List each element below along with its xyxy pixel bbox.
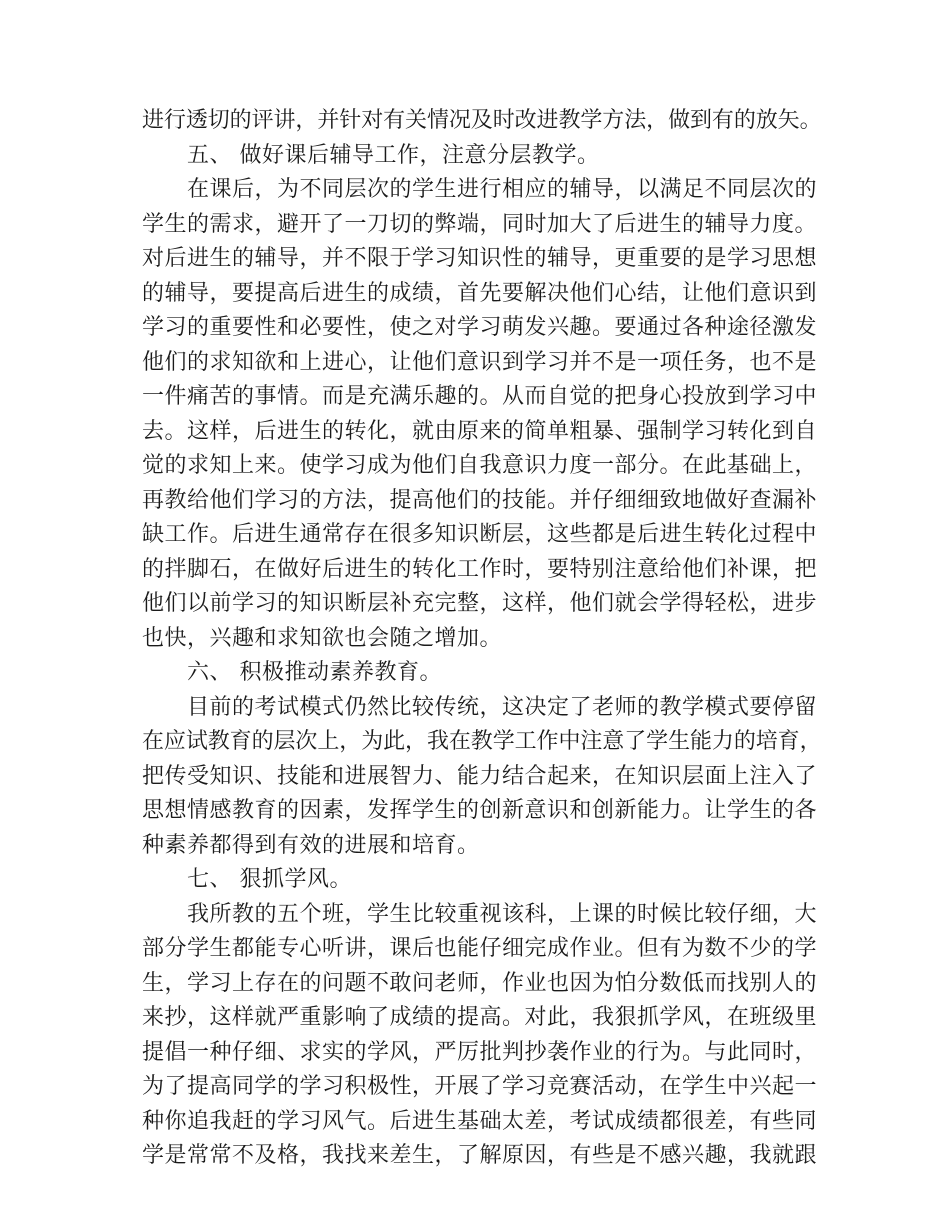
text-line: 来抄，这样就严重影响了成绩的提高。对此，我狠抓学风，在班级里 bbox=[142, 1005, 818, 1030]
text-line: 学生的需求，避开了一刀切的弊端，同时加大了后进生的辅导力度。 bbox=[142, 211, 818, 237]
text-line: 的拌脚石，在做好后进生的转化工作时，要特别注意给他们补课，把 bbox=[142, 556, 818, 582]
text-line: 种素养都得到有效的进展和培育。 bbox=[142, 832, 480, 858]
text-line: 觉的求知上来。使学习成为他们自我意识力度一部分。在此基础上， bbox=[142, 453, 818, 478]
text-line: 把传受知识、技能和进展智力、能力结合起来，在知识层面上注入了 bbox=[142, 763, 818, 789]
text-line: 也快，兴趣和求知欲也会随之增加。 bbox=[142, 625, 503, 651]
text-line: 部分学生都能专心听讲，课后也能仔细完成作业。但有为数不少的学 bbox=[142, 936, 818, 961]
text-line: 他们以前学习的知识断层补充完整，这样，他们就会学得轻松，进步 bbox=[142, 591, 818, 616]
text-line: 学是常常不及格，我找来差生，了解原因，有些是不感兴趣，我就跟 bbox=[142, 1143, 818, 1168]
text-line: 在应试教育的层次上，为此，我在教学工作中注意了学生能力的培育， bbox=[142, 729, 822, 754]
text-line: 六、 积极推动素养教育。 bbox=[187, 660, 442, 685]
text-line: 生，学习上存在的问题不敢问老师，作业也因为怕分数低而找别人的 bbox=[142, 970, 818, 996]
text-line: 七、 狠抓学风。 bbox=[187, 867, 352, 892]
text-line: 我所教的五个班，学生比较重视该科，上课的时候比较仔细，大 bbox=[187, 901, 818, 927]
text-line: 在课后，为不同层次的学生进行相应的辅导，以满足不同层次的 bbox=[187, 177, 818, 202]
text-line: 学习的重要性和必要性，使之对学习萌发兴趣。要通过各种途径激发 bbox=[142, 315, 818, 340]
text-line: 去。这样，后进生的转化，就由原来的简单粗暴、强制学习转化到自 bbox=[142, 418, 818, 444]
text-line: 的辅导，要提高后进生的成绩，首先要解决他们心结，让他们意识到 bbox=[142, 280, 818, 306]
text-line: 再教给他们学习的方法，提高他们的技能。并仔细细致地做好查漏补 bbox=[142, 487, 818, 513]
text-line: 五、 做好课后辅导工作，注意分层教学。 bbox=[187, 142, 600, 168]
text-line: 提倡一种仔细、求实的学风，严厉批判抄袭作业的行为。与此同时， bbox=[142, 1039, 818, 1065]
text-line: 一件痛苦的事情。而是充满乐趣的。从而自觉的把身心投放到学习中 bbox=[142, 384, 818, 409]
text-line: 目前的考试模式仍然比较传统，这决定了老师的教学模式要停留 bbox=[187, 694, 818, 720]
text-line: 缺工作。后进生通常存在很多知识断层，这些都是后进生转化过程中 bbox=[142, 522, 818, 547]
text-line: 思想情感教育的因素，发挥学生的创新意识和创新能力。让学生的各 bbox=[142, 798, 818, 823]
text-line: 种你追我赶的学习风气。后进生基础太差，考试成绩都很差，有些同 bbox=[142, 1108, 818, 1134]
document-body bbox=[142, 104, 822, 1174]
text-line: 他们的求知欲和上进心，让他们意识到学习并不是一项任务，也不是 bbox=[142, 349, 818, 375]
text-line: 对后进生的辅导，并不限于学习知识性的辅导，更重要的是学习思想 bbox=[142, 246, 818, 271]
text-line: 为了提高同学的学习积极性，开展了学习竞赛活动，在学生中兴起一 bbox=[142, 1074, 818, 1099]
text-line: 进行透切的评讲，并针对有关情况及时改进教学方法，做到有的放矢。 bbox=[142, 108, 822, 133]
